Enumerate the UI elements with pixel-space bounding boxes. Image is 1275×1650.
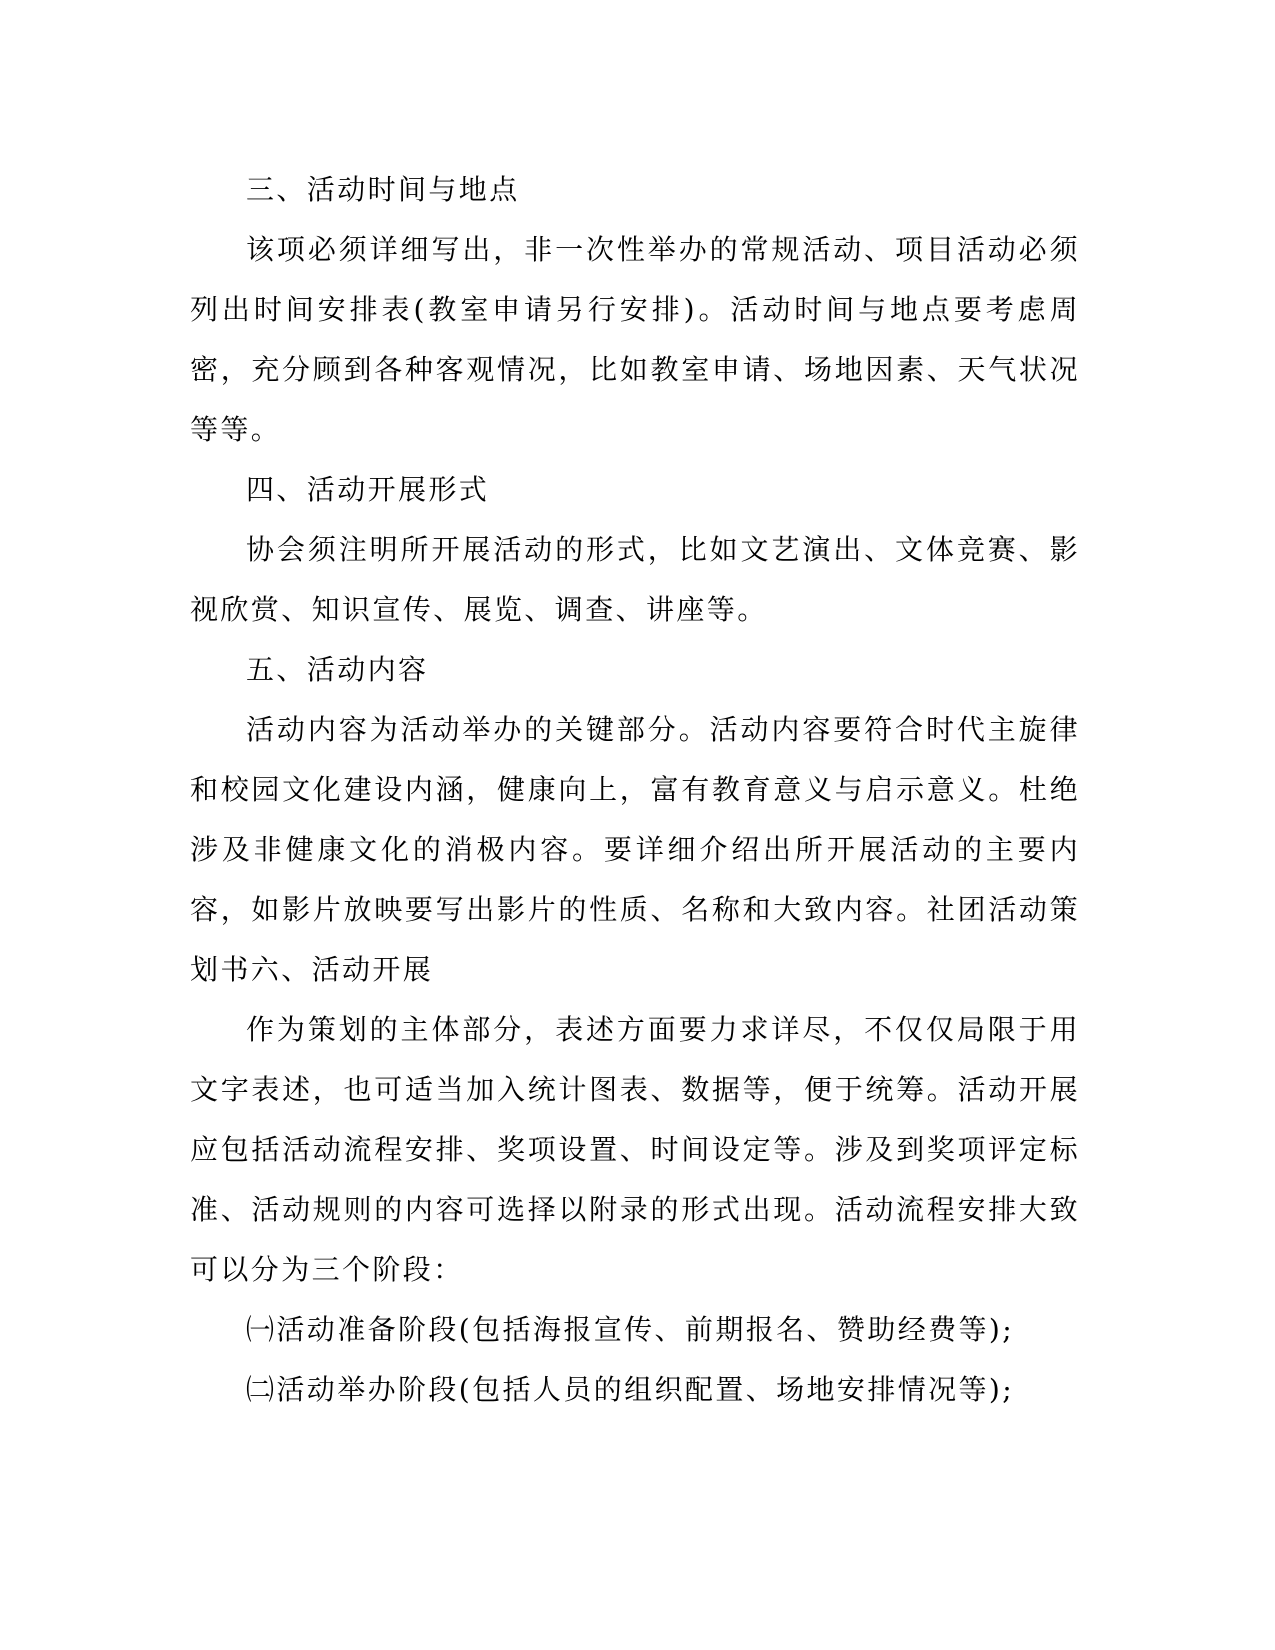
section-heading-time-location: 三、活动时间与地点 <box>246 173 520 206</box>
paragraph-activity-development: 作为策划的主体部分，表述方面要力求详尽，不仅仅局限于用文字表述，也可适当加入统计图表、数据等，便于统筹。活动开展应包括活动流程安排、奖项设置、时间设定等。涉及到奖项评定标准、活动规则的内容可选择以附录的形式出现。活动流程安排大致可以分为三个阶段： <box>190 1013 1080 1286</box>
section-heading-activity-form: 四、活动开展形式 <box>246 473 490 506</box>
list-item-preparation-stage: ㈠活动准备阶段(包括海报宣传、前期报名、赞助经费等); <box>246 1313 1015 1346</box>
paragraph-activity-form: 协会须注明所开展活动的形式，比如文艺演出、文体竞赛、影视欣赏、知识宣传、展览、调查、讲座等。 <box>190 533 1080 626</box>
paragraph-time-location: 该项必须详细写出，非一次性举办的常规活动、项目活动必须列出时间安排表(教室申请另行安排)。活动时间与地点要考虑周密，充分顾到各种客观情况，比如教室申请、场地因素、天气状况等等。 <box>190 233 1080 446</box>
paragraph-activity-content: 活动内容为活动举办的关键部分。活动内容要符合时代主旋律和校园文化建设内涵，健康向上，富有教育意义与启示意义。杜绝涉及非健康文化的消极内容。要详细介绍出所开展活动的主要内容，如影片放映要写出影片的性质、名称和大致内容。社团活动策划书六、活动开展 <box>190 713 1080 986</box>
section-heading-activity-content: 五、活动内容 <box>246 653 429 686</box>
list-item-hosting-stage: ㈡活动举办阶段(包括人员的组织配置、场地安排情况等); <box>246 1373 1015 1406</box>
document-body <box>190 160 1080 1420</box>
